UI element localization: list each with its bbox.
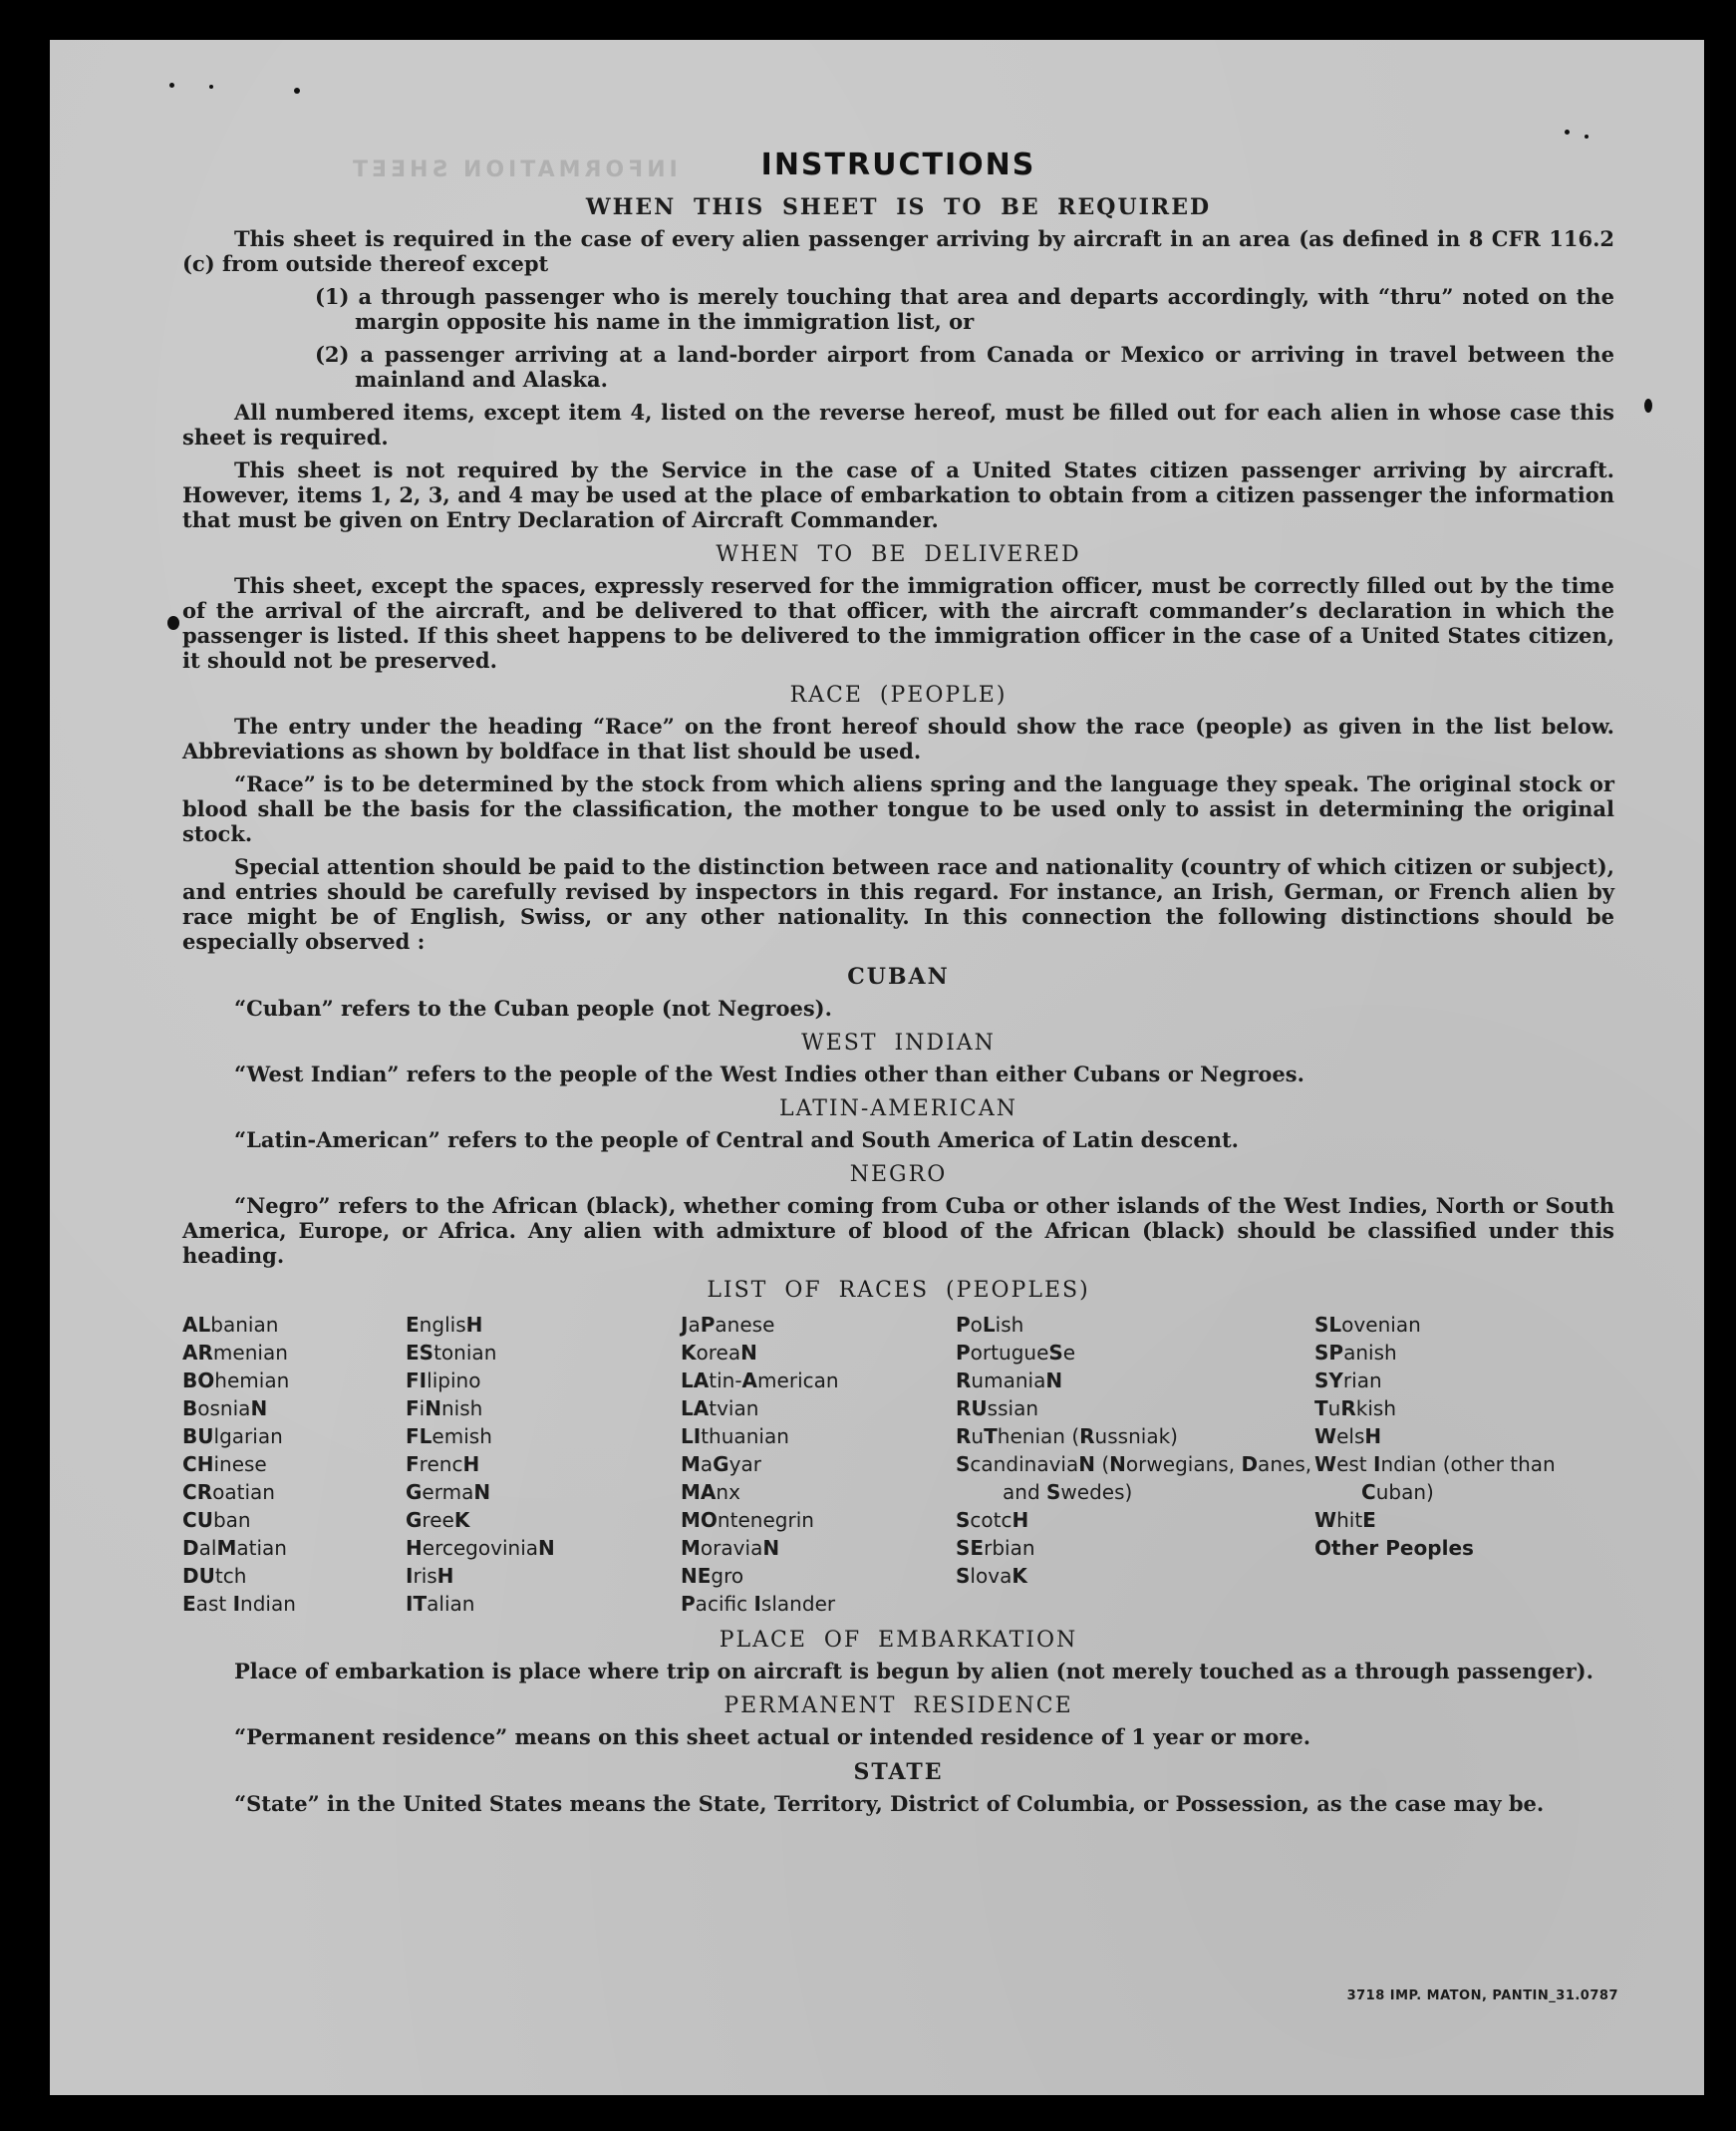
race-entry: SErbian <box>956 1536 1035 1560</box>
race-entry: Other Peoples <box>1314 1536 1474 1560</box>
paragraph: Place of embarkation is place where trip on aircraft is begun by alien (not merely touched as a through passenger). <box>234 1659 1593 1683</box>
race-entry: ITalian <box>406 1592 475 1616</box>
race-entry: BOhemian <box>182 1369 290 1392</box>
race-entry: BosniaN <box>182 1396 268 1420</box>
paragraph: “Latin-American” refers to the people of Central and South America of Latin descent. <box>234 1127 1239 1152</box>
race-entry: CHinese <box>182 1452 267 1476</box>
paragraph: “West Indian” refers to the people of the West Indies other than either Cubans or Negroes. <box>234 1062 1304 1086</box>
race-entry: BUlgarian <box>182 1424 283 1448</box>
heading-permanent-residence: PERMANENT RESIDENCE <box>723 1693 1073 1718</box>
races-column <box>956 1311 1314 1618</box>
race-entry: GreeK <box>406 1508 470 1532</box>
race-entry: East Indian <box>182 1592 296 1616</box>
race-entry: MOntenegrin <box>681 1508 814 1532</box>
heading-when-required: WHEN THIS SHEET IS TO BE REQUIRED <box>585 194 1212 220</box>
heading-west-indian: WEST INDIAN <box>801 1031 996 1056</box>
race-entry: TuRkish <box>1314 1396 1397 1420</box>
race-entry: EStonian <box>406 1341 497 1365</box>
exception-item-2: (2) a passenger arriving at a land-border airport from Canada or Mexico or arriving in travel between the mainland and Alaska. <box>315 342 1614 392</box>
paragraph: “Negro” refers to the African (black), whether coming from Cuba or other islands of the West Indies, North or South America, Europe, or Africa. Any alien with admixture of blood of the African (black) should be classified under this heading. <box>182 1193 1614 1268</box>
race-entry: FrencH <box>406 1452 480 1476</box>
speck <box>169 83 174 88</box>
race-entry: LAtvian <box>681 1396 759 1420</box>
speck <box>294 88 300 94</box>
race-entry: ScotcH <box>956 1508 1029 1532</box>
race-entry: WhitE <box>1314 1508 1376 1532</box>
races-column <box>1314 1311 1603 1618</box>
race-entry: IrisH <box>406 1564 454 1588</box>
race-entry: FIlipino <box>406 1369 481 1392</box>
race-entry: DUtch <box>182 1564 247 1588</box>
paragraph: “Cuban” refers to the Cuban people (not Negroes). <box>234 996 832 1021</box>
paragraph: “State” in the United States means the State, Territory, District of Columbia, or Possession, as the case may be. <box>234 1791 1545 1816</box>
race-entry: RuThenian (Russniak) <box>956 1424 1178 1448</box>
race-entry: KoreaN <box>681 1341 757 1365</box>
paragraph: “Race” is to be determined by the stock from which aliens spring and the language they speak. The original stock or blood shall be the basis for the classification, the mother tongue to be used only to assist in determining the original stock. <box>182 771 1614 846</box>
race-entry: SPanish <box>1314 1341 1397 1365</box>
heading-latin-american: LATIN-AMERICAN <box>778 1096 1018 1121</box>
race-entry: SlovaK <box>956 1564 1027 1588</box>
race-entry: SYrian <box>1314 1369 1382 1392</box>
heading-cuban: CUBAN <box>847 964 950 990</box>
race-entry: MoraviaN <box>681 1536 780 1560</box>
race-entry: DalMatian <box>182 1536 287 1560</box>
race-entry: RUssian <box>956 1396 1039 1420</box>
paragraph: “Permanent residence” means on this sheet actual or intended residence of 1 year or more. <box>234 1724 1311 1749</box>
race-entry: NEgro <box>681 1564 744 1588</box>
page-title: INSTRUCTIONS <box>760 148 1036 182</box>
heading-when-delivered: WHEN TO BE DELIVERED <box>716 542 1081 567</box>
paragraph: All numbered items, except item 4, listed on the reverse hereof, must be filled out for each alien in whose case this sheet is required. <box>182 400 1614 450</box>
race-entry: ALbanian <box>182 1313 279 1337</box>
race-entry: RumaniaN <box>956 1369 1063 1392</box>
heading-race: RACE (PEOPLE) <box>789 683 1008 708</box>
race-entry: CUban <box>182 1508 251 1532</box>
race-entry: GermaN <box>406 1480 491 1504</box>
race-entry: FiNnish <box>406 1396 483 1420</box>
paragraph: Special attention should be paid to the distinction between race and nationality (country of which citizen or subject), and entries should be carefully revised by inspectors in this regard. For instance, an Irish, German, or French alien by race might be of English, Swiss, or any other nationality. In this connection the following distinctions should be especially observed : <box>182 854 1614 954</box>
race-entry: FLemish <box>406 1424 492 1448</box>
heading-list-of-races: LIST OF RACES (PEOPLES) <box>707 1278 1090 1303</box>
race-entry: LAtin-American <box>681 1369 839 1392</box>
race-entry: JaPanese <box>681 1313 775 1337</box>
heading-place-of-embarkation: PLACE OF EMBARKATION <box>719 1628 1078 1653</box>
paragraph: This sheet, except the spaces, expressly reserved for the immigration officer, must be correctly filled out by the time of the arrival of the aircraft, and be delivered to that officer, with the aircraft commander’s declaration in which the passenger is listed. If this sheet happens to be delivered to the immigration officer in the case of a United States citizen, it should not be preserved. <box>182 573 1614 673</box>
heading-negro: NEGRO <box>849 1162 948 1187</box>
race-entry: LIthuanian <box>681 1424 789 1448</box>
race-entry: HercegoviniaN <box>406 1536 555 1560</box>
exception-item-1: (1) a through passenger who is merely touching that area and departs accordingly, with “thru” noted on the margin opposite his name in the immigration list, or <box>315 284 1614 334</box>
race-entry: Pacifc Islander <box>681 1592 836 1616</box>
race-entry: PoLish <box>956 1313 1024 1337</box>
races-column <box>406 1311 681 1618</box>
race-entry: West Indian (other than Cuban) <box>1314 1452 1556 1504</box>
race-entry: PortugueSe <box>956 1341 1076 1365</box>
heading-state: STATE <box>853 1759 944 1785</box>
speck <box>1644 399 1652 413</box>
race-entry: SLovenian <box>1314 1313 1421 1337</box>
race-entry: MaGyar <box>681 1452 761 1476</box>
paragraph: This sheet is required in the case of every alien passenger arriving by aircraft in an area (as defined in 8 CFR 116.2 (c) from outside thereof except <box>182 226 1614 276</box>
race-entry: ARmenian <box>182 1341 288 1365</box>
speck <box>167 616 179 630</box>
printer-imprint: 3718 IMP. MATON, PANTIN_31.0787 <box>1346 1988 1618 2003</box>
races-list <box>182 1311 1614 1618</box>
race-entry: WelsH <box>1314 1424 1382 1448</box>
document-sheet <box>50 40 1704 2095</box>
paragraph: The entry under the heading “Race” on the front hereof should show the race (people) as given in the list below. Abbreviations as shown by boldface in that list should be used. <box>182 714 1614 763</box>
race-entry: EnglisH <box>406 1313 483 1337</box>
race-entry: MAnx <box>681 1480 740 1504</box>
races-column <box>681 1311 956 1618</box>
races-column <box>182 1311 406 1618</box>
instructions-content <box>182 112 1614 1824</box>
race-entry: CRoatian <box>182 1480 275 1504</box>
paragraph: This sheet is not required by the Service in the case of a United States citizen passenger arriving by aircraft. However, items 1, 2, 3, and 4 may be used at the place of embarkation to obtain from a citizen passenger the information that must be given on Entry Declaration of Aircraft Commander. <box>182 457 1614 532</box>
speck <box>209 85 213 89</box>
show-through-text: INFORMATION SHEET <box>349 157 678 182</box>
race-entry: ScandinaviaN (Norwegians, Danes, and Swedes) <box>956 1452 1312 1504</box>
